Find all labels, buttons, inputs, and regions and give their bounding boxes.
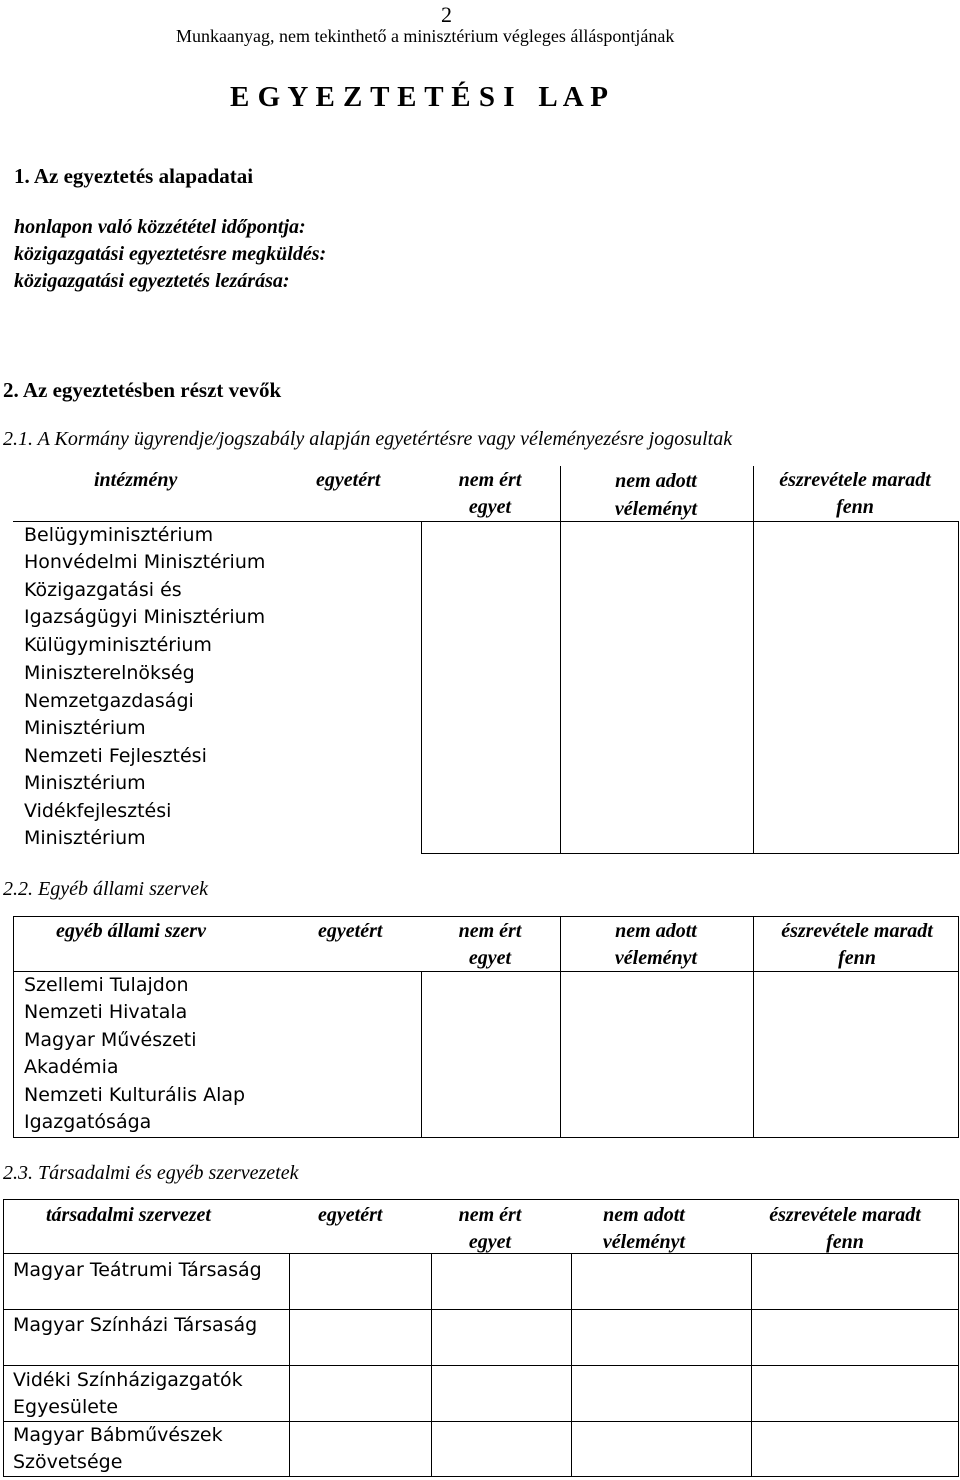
field-publication-date: honlapon való közzététel időpontja: bbox=[14, 216, 306, 238]
table-2-1-row: Igazságügyi Minisztérium bbox=[24, 606, 266, 628]
table-2-3-row: Szövetsége bbox=[13, 1451, 123, 1473]
table-2-3-col-organization: társadalmi szervezet bbox=[46, 1204, 211, 1226]
table-2-1-col-institution: intézmény bbox=[94, 469, 178, 491]
page-number: 2 bbox=[441, 2, 452, 27]
table-2-1-col-no-opinion bbox=[596, 467, 716, 523]
table-2-1-row: Miniszterelnökség bbox=[24, 662, 195, 684]
table-2-1-row: Vidékfejlesztési bbox=[24, 800, 172, 822]
field-sent-for-consultation: közigazgatási egyeztetésre megküldés: bbox=[14, 243, 327, 265]
table-2-2-row: Igazgatósága bbox=[24, 1111, 152, 1133]
table-2-2-col-disagrees: nem ért egyet bbox=[458, 920, 522, 969]
subsection-2-2-heading: 2.2. Egyéb állami szervek bbox=[3, 878, 208, 900]
table-2-1-col-no-opinion-label: nem adott véleményt bbox=[614, 470, 698, 520]
table-2-1-cell-nem-adott[interactable] bbox=[560, 521, 753, 854]
table-2-3-row-4-agrees[interactable] bbox=[290, 1422, 432, 1477]
table-2-3-row-4-disagrees[interactable] bbox=[432, 1422, 572, 1477]
table-2-3-row: Vidéki Színházigazgatók bbox=[13, 1369, 243, 1391]
table-2-3-col-agrees: egyetért bbox=[318, 1204, 383, 1226]
table-2-1-col-agrees: egyetért bbox=[316, 469, 381, 491]
table-2-3-row-4-remark[interactable] bbox=[752, 1422, 959, 1477]
field-consultation-closed: közigazgatási egyeztetés lezárása: bbox=[14, 270, 290, 292]
table-2-3-row-2-no-opinion[interactable] bbox=[572, 1310, 752, 1366]
table-2-3-row-2-disagrees[interactable] bbox=[432, 1310, 572, 1366]
table-2-3-row: Egyesülete bbox=[13, 1396, 119, 1418]
table-2-2-row: Akadémia bbox=[24, 1056, 119, 1078]
table-2-3-row-3-no-opinion[interactable] bbox=[572, 1366, 752, 1422]
section1-heading: 1. Az egyeztetés alapadatai bbox=[14, 164, 254, 188]
table-2-3-col-no-opinion: nem adott véleményt bbox=[602, 1204, 686, 1253]
table-2-2-row: Magyar Művészeti bbox=[24, 1029, 197, 1051]
running-header: Munkaanyag, nem tekinthető a minisztérium végleges álláspontjának bbox=[176, 26, 675, 46]
table-2-1-cell-nem-ert[interactable] bbox=[421, 521, 560, 854]
table-2-1-row: Honvédelmi Minisztérium bbox=[24, 551, 266, 573]
table-2-3-row-1-agrees[interactable] bbox=[290, 1254, 432, 1310]
table-2-1-row: Minisztérium bbox=[24, 717, 146, 739]
table-2-3-row-1-remark[interactable] bbox=[752, 1254, 959, 1310]
table-2-2-cell-eszrevetel[interactable] bbox=[754, 972, 959, 1138]
subsection-2-3-heading: 2.3. Társadalmi és egyéb szervezetek bbox=[3, 1162, 299, 1184]
table-2-3-col-remark: észrevétele maradt fenn bbox=[769, 1204, 921, 1253]
table-2-3-row: Magyar Bábművészek bbox=[13, 1424, 223, 1446]
table-2-2-col-body: egyéb állami szerv bbox=[56, 920, 206, 942]
table-2-1-row: Minisztérium bbox=[24, 772, 146, 794]
table-2-3-row-2-agrees[interactable] bbox=[290, 1310, 432, 1366]
table-2-3-row: Magyar Színházi Társaság bbox=[13, 1314, 258, 1336]
table-2-1-row: Nemzeti Fejlesztési bbox=[24, 745, 207, 767]
table-2-1-row: Minisztérium bbox=[24, 827, 146, 849]
table-2-3-row-3-disagrees[interactable] bbox=[432, 1366, 572, 1422]
table-2-1-row: Közigazgatási és bbox=[24, 579, 182, 601]
table-2-3-row-1-disagrees[interactable] bbox=[432, 1254, 572, 1310]
table-2-2-col-no-opinion: nem adott véleményt bbox=[614, 920, 698, 969]
table-2-3-col-disagrees: nem ért egyet bbox=[458, 1204, 522, 1253]
table-2-3-row: Magyar Teátrumi Társaság bbox=[13, 1259, 262, 1281]
table-2-3-row-2-remark[interactable] bbox=[752, 1310, 959, 1366]
section2-heading: 2. Az egyeztetésben részt vevők bbox=[3, 378, 282, 402]
table-2-3-row-3-remark[interactable] bbox=[752, 1366, 959, 1422]
table-2-2-row: Nemzeti Kulturális Alap bbox=[24, 1084, 246, 1106]
page-title: E G Y E Z T E T É S I L A P bbox=[230, 81, 609, 113]
table-2-2-col-agrees: egyetért bbox=[318, 920, 383, 942]
table-2-2-row: Nemzeti Hivatala bbox=[24, 1001, 188, 1023]
table-2-2-row: Szellemi Tulajdon bbox=[24, 974, 189, 996]
table-2-2-col-remark: észrevétele maradt fenn bbox=[781, 920, 933, 969]
table-2-2-cell-nem-ert[interactable] bbox=[422, 972, 561, 1138]
subsection-2-1-heading: 2.1. A Kormány ügyrendje/jogszabály alapján egyetértésre vagy véleményezésre jogosultak bbox=[3, 428, 733, 450]
table-2-3-row-4-no-opinion[interactable] bbox=[572, 1422, 752, 1477]
table-2-1-row: Külügyminisztérium bbox=[24, 634, 212, 656]
table-2-1-col-remark: észrevétele maradt fenn bbox=[779, 469, 931, 518]
table-2-3-row-3-agrees[interactable] bbox=[290, 1366, 432, 1422]
table-2-1-col-disagrees: nem ért egyet bbox=[458, 469, 522, 518]
table-2-1-row: Nemzetgazdasági bbox=[24, 690, 194, 712]
table-2-2-cell-nem-adott[interactable] bbox=[561, 972, 754, 1138]
table-2-1-cell-eszrevetel[interactable] bbox=[753, 521, 958, 854]
table-2-3-row-1-no-opinion[interactable] bbox=[572, 1254, 752, 1310]
table-2-1-row: Belügyminisztérium bbox=[24, 524, 214, 546]
